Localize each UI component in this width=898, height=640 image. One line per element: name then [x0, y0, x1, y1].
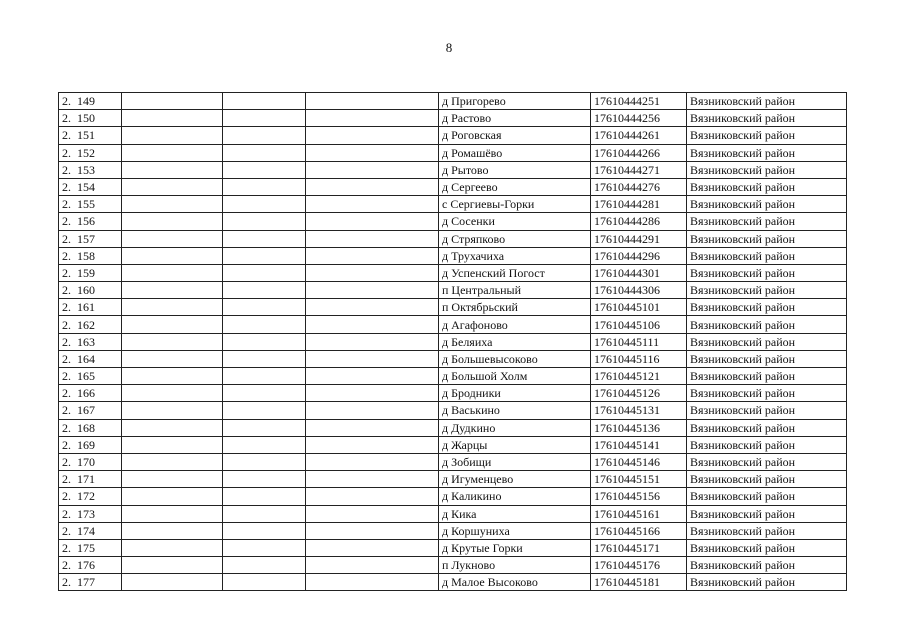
- row-index: 155: [77, 197, 95, 212]
- settlements-table: [58, 92, 847, 591]
- empty-cell: [122, 213, 223, 230]
- district-cell: Вязниковский район: [687, 436, 847, 453]
- district-cell: Вязниковский район: [687, 196, 847, 213]
- district-cell: Вязниковский район: [687, 453, 847, 470]
- settlement-name-cell: д Агафоново: [439, 316, 591, 333]
- empty-cell: [306, 574, 439, 591]
- row-number-cell: [59, 522, 122, 539]
- settlement-name-cell: д Роговская: [439, 127, 591, 144]
- table-row: [59, 247, 847, 264]
- row-number-cell: [59, 178, 122, 195]
- row-number-cell: [59, 247, 122, 264]
- empty-cell: [223, 161, 306, 178]
- empty-cell: [122, 264, 223, 281]
- empty-cell: [223, 110, 306, 127]
- table-row: [59, 316, 847, 333]
- empty-cell: [122, 110, 223, 127]
- row-number-cell: [59, 402, 122, 419]
- settlement-name-cell: д Бродники: [439, 385, 591, 402]
- settlement-name-cell: д Пригорево: [439, 93, 591, 110]
- district-cell: Вязниковский район: [687, 316, 847, 333]
- district-cell: Вязниковский район: [687, 505, 847, 522]
- table-row: [59, 93, 847, 110]
- table-row: [59, 522, 847, 539]
- empty-cell: [223, 368, 306, 385]
- district-cell: Вязниковский район: [687, 333, 847, 350]
- empty-cell: [122, 419, 223, 436]
- oktmo-code-cell: 17610445181: [591, 574, 687, 591]
- table-row: [59, 110, 847, 127]
- empty-cell: [306, 453, 439, 470]
- empty-cell: [122, 230, 223, 247]
- row-index: 165: [77, 369, 95, 384]
- row-index: 168: [77, 420, 95, 435]
- section-number: 2.: [62, 420, 71, 435]
- empty-cell: [122, 539, 223, 556]
- empty-cell: [223, 196, 306, 213]
- table-row: [59, 213, 847, 230]
- empty-cell: [122, 522, 223, 539]
- oktmo-code-cell: 17610444291: [591, 230, 687, 247]
- empty-cell: [122, 471, 223, 488]
- empty-cell: [306, 522, 439, 539]
- section-number: 2.: [62, 265, 71, 280]
- oktmo-code-cell: 17610445121: [591, 368, 687, 385]
- section-number: 2.: [62, 162, 71, 177]
- empty-cell: [306, 264, 439, 281]
- empty-cell: [306, 385, 439, 402]
- empty-cell: [223, 333, 306, 350]
- oktmo-code-cell: 17610444266: [591, 144, 687, 161]
- empty-cell: [223, 299, 306, 316]
- empty-cell: [223, 350, 306, 367]
- table-row: [59, 557, 847, 574]
- empty-cell: [122, 368, 223, 385]
- oktmo-code-cell: 17610445176: [591, 557, 687, 574]
- empty-cell: [306, 161, 439, 178]
- row-index: 171: [77, 472, 95, 487]
- district-cell: Вязниковский район: [687, 161, 847, 178]
- table-row: [59, 144, 847, 161]
- district-cell: Вязниковский район: [687, 385, 847, 402]
- district-cell: Вязниковский район: [687, 127, 847, 144]
- settlement-name-cell: п Центральный: [439, 282, 591, 299]
- empty-cell: [306, 419, 439, 436]
- row-number-cell: [59, 299, 122, 316]
- district-cell: Вязниковский район: [687, 93, 847, 110]
- row-number-cell: [59, 161, 122, 178]
- empty-cell: [306, 350, 439, 367]
- section-number: 2.: [62, 575, 71, 590]
- settlement-name-cell: д Большой Холм: [439, 368, 591, 385]
- empty-cell: [306, 471, 439, 488]
- section-number: 2.: [62, 506, 71, 521]
- oktmo-code-cell: 17610445156: [591, 488, 687, 505]
- settlement-name-cell: п Октябрьский: [439, 299, 591, 316]
- empty-cell: [223, 419, 306, 436]
- row-index: 172: [77, 489, 95, 504]
- district-cell: Вязниковский район: [687, 574, 847, 591]
- empty-cell: [223, 282, 306, 299]
- table-row: [59, 299, 847, 316]
- oktmo-code-cell: 17610445116: [591, 350, 687, 367]
- section-number: 2.: [62, 145, 71, 160]
- district-cell: Вязниковский район: [687, 264, 847, 281]
- district-cell: Вязниковский район: [687, 247, 847, 264]
- empty-cell: [223, 471, 306, 488]
- empty-cell: [122, 93, 223, 110]
- district-cell: Вязниковский район: [687, 488, 847, 505]
- district-cell: Вязниковский район: [687, 178, 847, 195]
- row-index: 170: [77, 455, 95, 470]
- row-index: 156: [77, 214, 95, 229]
- settlement-name-cell: д Жарцы: [439, 436, 591, 453]
- empty-cell: [223, 127, 306, 144]
- row-number-cell: [59, 436, 122, 453]
- row-index: 174: [77, 523, 95, 538]
- empty-cell: [223, 385, 306, 402]
- empty-cell: [306, 230, 439, 247]
- empty-cell: [223, 402, 306, 419]
- section-number: 2.: [62, 523, 71, 538]
- settlement-name-cell: д Крутые Горки: [439, 539, 591, 556]
- row-number-cell: [59, 282, 122, 299]
- section-number: 2.: [62, 455, 71, 470]
- district-cell: Вязниковский район: [687, 350, 847, 367]
- empty-cell: [306, 127, 439, 144]
- row-number-cell: [59, 505, 122, 522]
- empty-cell: [122, 282, 223, 299]
- empty-cell: [122, 196, 223, 213]
- section-number: 2.: [62, 231, 71, 246]
- row-number-cell: [59, 350, 122, 367]
- settlement-name-cell: д Кика: [439, 505, 591, 522]
- settlement-name-cell: д Игуменцево: [439, 471, 591, 488]
- district-cell: Вязниковский район: [687, 368, 847, 385]
- section-number: 2.: [62, 558, 71, 573]
- empty-cell: [122, 333, 223, 350]
- empty-cell: [122, 316, 223, 333]
- section-number: 2.: [62, 283, 71, 298]
- row-index: 173: [77, 506, 95, 521]
- oktmo-code-cell: 17610444286: [591, 213, 687, 230]
- table-row: [59, 505, 847, 522]
- empty-cell: [306, 402, 439, 419]
- oktmo-code-cell: 17610444256: [591, 110, 687, 127]
- row-number-cell: [59, 127, 122, 144]
- empty-cell: [223, 539, 306, 556]
- table-row: [59, 333, 847, 350]
- row-index: 162: [77, 317, 95, 332]
- settlement-name-cell: д Рытово: [439, 161, 591, 178]
- empty-cell: [306, 488, 439, 505]
- section-number: 2.: [62, 111, 71, 126]
- row-index: 152: [77, 145, 95, 160]
- settlement-name-cell: д Сергеево: [439, 178, 591, 195]
- empty-cell: [306, 333, 439, 350]
- district-cell: Вязниковский район: [687, 539, 847, 556]
- district-cell: Вязниковский район: [687, 419, 847, 436]
- empty-cell: [306, 539, 439, 556]
- row-number-cell: [59, 196, 122, 213]
- row-number-cell: [59, 488, 122, 505]
- empty-cell: [306, 144, 439, 161]
- section-number: 2.: [62, 248, 71, 263]
- table-row: [59, 419, 847, 436]
- section-number: 2.: [62, 403, 71, 418]
- empty-cell: [122, 144, 223, 161]
- row-index: 154: [77, 180, 95, 195]
- empty-cell: [122, 488, 223, 505]
- settlement-name-cell: д Стряпково: [439, 230, 591, 247]
- oktmo-code-cell: 17610444271: [591, 161, 687, 178]
- oktmo-code-cell: 17610445101: [591, 299, 687, 316]
- oktmo-code-cell: 17610445161: [591, 505, 687, 522]
- section-number: 2.: [62, 334, 71, 349]
- settlement-name-cell: д Растово: [439, 110, 591, 127]
- row-number-cell: [59, 213, 122, 230]
- row-index: 160: [77, 283, 95, 298]
- table-row: [59, 385, 847, 402]
- row-number-cell: [59, 471, 122, 488]
- page-number: 8: [445, 40, 453, 55]
- row-index: 163: [77, 334, 95, 349]
- empty-cell: [223, 505, 306, 522]
- section-number: 2.: [62, 472, 71, 487]
- settlement-name-cell: с Сергиевы-Горки: [439, 196, 591, 213]
- row-index: 175: [77, 540, 95, 555]
- row-index: 169: [77, 437, 95, 452]
- row-index: 176: [77, 558, 95, 573]
- oktmo-code-cell: 17610445126: [591, 385, 687, 402]
- table-row: [59, 282, 847, 299]
- empty-cell: [122, 247, 223, 264]
- empty-cell: [122, 127, 223, 144]
- row-number-cell: [59, 368, 122, 385]
- section-number: 2.: [62, 128, 71, 143]
- row-number-cell: [59, 93, 122, 110]
- empty-cell: [223, 247, 306, 264]
- empty-cell: [306, 247, 439, 264]
- settlement-name-cell: д Зобищи: [439, 453, 591, 470]
- district-cell: Вязниковский район: [687, 213, 847, 230]
- settlement-name-cell: д Дудкино: [439, 419, 591, 436]
- district-cell: Вязниковский район: [687, 282, 847, 299]
- empty-cell: [122, 557, 223, 574]
- row-index: 149: [77, 94, 95, 109]
- empty-cell: [306, 505, 439, 522]
- row-index: 157: [77, 231, 95, 246]
- empty-cell: [223, 557, 306, 574]
- table-row: [59, 488, 847, 505]
- empty-cell: [122, 161, 223, 178]
- table-row: [59, 453, 847, 470]
- section-number: 2.: [62, 94, 71, 109]
- district-cell: Вязниковский район: [687, 230, 847, 247]
- empty-cell: [122, 299, 223, 316]
- district-cell: Вязниковский район: [687, 471, 847, 488]
- table-row: [59, 230, 847, 247]
- row-number-cell: [59, 110, 122, 127]
- settlement-name-cell: д Васькино: [439, 402, 591, 419]
- empty-cell: [223, 453, 306, 470]
- empty-cell: [122, 402, 223, 419]
- oktmo-code-cell: 17610445111: [591, 333, 687, 350]
- empty-cell: [306, 282, 439, 299]
- section-number: 2.: [62, 214, 71, 229]
- table-row: [59, 196, 847, 213]
- row-number-cell: [59, 419, 122, 436]
- empty-cell: [223, 316, 306, 333]
- table-row: [59, 350, 847, 367]
- section-number: 2.: [62, 180, 71, 195]
- oktmo-code-cell: 17610444301: [591, 264, 687, 281]
- section-number: 2.: [62, 489, 71, 504]
- row-index: 151: [77, 128, 95, 143]
- section-number: 2.: [62, 369, 71, 384]
- district-cell: Вязниковский район: [687, 110, 847, 127]
- table-row: [59, 436, 847, 453]
- settlement-name-cell: д Успенский Погост: [439, 264, 591, 281]
- row-index: 161: [77, 300, 95, 315]
- table-row: [59, 574, 847, 591]
- empty-cell: [122, 436, 223, 453]
- empty-cell: [306, 196, 439, 213]
- row-number-cell: [59, 144, 122, 161]
- row-number-cell: [59, 539, 122, 556]
- oktmo-code-cell: 17610445146: [591, 453, 687, 470]
- settlement-name-cell: д Трухачиха: [439, 247, 591, 264]
- row-index: 166: [77, 386, 95, 401]
- oktmo-code-cell: 17610444251: [591, 93, 687, 110]
- row-number-cell: [59, 453, 122, 470]
- empty-cell: [223, 574, 306, 591]
- oktmo-code-cell: 17610445171: [591, 539, 687, 556]
- table-row: [59, 539, 847, 556]
- empty-cell: [223, 144, 306, 161]
- settlement-name-cell: д Сосенки: [439, 213, 591, 230]
- row-index: 159: [77, 265, 95, 280]
- district-cell: Вязниковский район: [687, 299, 847, 316]
- empty-cell: [122, 505, 223, 522]
- table-row: [59, 161, 847, 178]
- oktmo-code-cell: 17610444281: [591, 196, 687, 213]
- empty-cell: [223, 230, 306, 247]
- table-row: [59, 178, 847, 195]
- oktmo-code-cell: 17610445151: [591, 471, 687, 488]
- row-index: 158: [77, 248, 95, 263]
- empty-cell: [306, 557, 439, 574]
- settlement-name-cell: д Каликино: [439, 488, 591, 505]
- row-number-cell: [59, 557, 122, 574]
- settlement-name-cell: д Большевысоково: [439, 350, 591, 367]
- empty-cell: [223, 264, 306, 281]
- empty-cell: [223, 522, 306, 539]
- empty-cell: [223, 213, 306, 230]
- empty-cell: [122, 350, 223, 367]
- section-number: 2.: [62, 197, 71, 212]
- empty-cell: [306, 316, 439, 333]
- row-number-cell: [59, 230, 122, 247]
- empty-cell: [306, 368, 439, 385]
- settlement-name-cell: д Ромашёво: [439, 144, 591, 161]
- district-cell: Вязниковский район: [687, 402, 847, 419]
- section-number: 2.: [62, 351, 71, 366]
- settlement-name-cell: д Малое Высоково: [439, 574, 591, 591]
- empty-cell: [122, 385, 223, 402]
- table-row: [59, 471, 847, 488]
- empty-cell: [122, 453, 223, 470]
- row-index: 167: [77, 403, 95, 418]
- section-number: 2.: [62, 437, 71, 452]
- table-row: [59, 264, 847, 281]
- settlement-name-cell: д Коршуниха: [439, 522, 591, 539]
- oktmo-code-cell: 17610445166: [591, 522, 687, 539]
- table-row: [59, 127, 847, 144]
- row-number-cell: [59, 333, 122, 350]
- empty-cell: [122, 574, 223, 591]
- oktmo-code-cell: 17610445136: [591, 419, 687, 436]
- settlement-name-cell: д Беляиха: [439, 333, 591, 350]
- settlements-table-body: [59, 93, 847, 591]
- oktmo-code-cell: 17610445106: [591, 316, 687, 333]
- district-cell: Вязниковский район: [687, 557, 847, 574]
- row-number-cell: [59, 385, 122, 402]
- row-index: 150: [77, 111, 95, 126]
- settlement-name-cell: п Лукново: [439, 557, 591, 574]
- row-number-cell: [59, 264, 122, 281]
- row-index: 153: [77, 162, 95, 177]
- empty-cell: [306, 436, 439, 453]
- empty-cell: [223, 93, 306, 110]
- oktmo-code-cell: 17610445131: [591, 402, 687, 419]
- row-number-cell: [59, 316, 122, 333]
- empty-cell: [306, 178, 439, 195]
- empty-cell: [306, 93, 439, 110]
- district-cell: Вязниковский район: [687, 522, 847, 539]
- section-number: 2.: [62, 386, 71, 401]
- section-number: 2.: [62, 300, 71, 315]
- empty-cell: [306, 110, 439, 127]
- section-number: 2.: [62, 317, 71, 332]
- table-row: [59, 368, 847, 385]
- row-index: 177: [77, 575, 95, 590]
- empty-cell: [223, 178, 306, 195]
- oktmo-code-cell: 17610444296: [591, 247, 687, 264]
- section-number: 2.: [62, 540, 71, 555]
- oktmo-code-cell: 17610444261: [591, 127, 687, 144]
- oktmo-code-cell: 17610444276: [591, 178, 687, 195]
- row-index: 164: [77, 351, 95, 366]
- empty-cell: [223, 488, 306, 505]
- empty-cell: [223, 436, 306, 453]
- empty-cell: [306, 213, 439, 230]
- empty-cell: [306, 299, 439, 316]
- district-cell: Вязниковский район: [687, 144, 847, 161]
- table-row: [59, 402, 847, 419]
- empty-cell: [122, 178, 223, 195]
- oktmo-code-cell: 17610444306: [591, 282, 687, 299]
- row-number-cell: [59, 574, 122, 591]
- oktmo-code-cell: 17610445141: [591, 436, 687, 453]
